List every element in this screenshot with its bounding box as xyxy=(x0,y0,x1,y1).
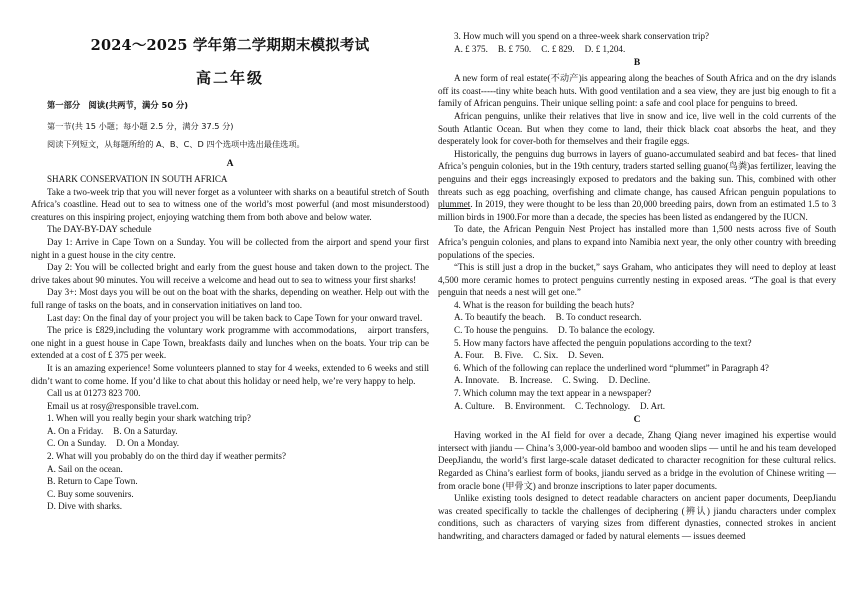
question-4-option-b[interactable]: B. To conduct research. xyxy=(555,312,642,323)
passage-c-paragraph-2: Unlike existing tools designed to detect readable characters on ancient paper documents, DeepJiandu was created specifically to tackle the challenges of deciphering (辨认) jiandu characters under complex conditions, such as characters of varying sizes from different dynasties, connected strokes in ancient handwriting, and characters damaged or faded by natural elements — issues deemed xyxy=(438,493,836,541)
question-1-option-a[interactable]: A. On a Friday. xyxy=(47,425,104,436)
question-5-option-d[interactable]: D. Seven. xyxy=(568,350,604,361)
question-1: 1. When will you really begin your shark watching trip? xyxy=(47,413,251,424)
question-4-option-d[interactable]: D. To balance the ecology. xyxy=(558,325,655,336)
schedule-day-2: Day 2: You will be collected bright and early from the guest house and taken down to the project. The drive takes about 90 minutes. You will receive a welcome and head out to sea to witness your first sharks! xyxy=(31,262,429,285)
question-5-option-a[interactable]: A. Four. xyxy=(454,350,485,361)
question-3: 3. How much will you spend on a three-week shark conservation trip? xyxy=(454,31,710,41)
experience-paragraph: It is an amazing experience! Some volunteers planned to stay for 4 weeks, extended to 6 weeks and still didn’t want to come home. If you’d like to chat about this holiday or need help, we’re very happy to help. xyxy=(31,362,429,386)
contact-phone: Call us at 01273 823 700. xyxy=(47,388,141,399)
schedule-day-3: Day 3+: Most days you will be out on the boat with the sharks, depending on weather. Help out with the full range of tasks on the boats, and in conservation initiatives on land too. xyxy=(31,287,429,310)
question-6: 6. Which of the following can replace the underlined word “plummet” in Paragraph 4? xyxy=(454,362,769,373)
passage-b-paragraph-3 xyxy=(438,148,836,224)
question-2-option-b[interactable]: B. Return to Cape Town. xyxy=(47,476,138,487)
paragraph-3-part-2: . In 2019, they were thought to be less than 20,000 breeding pairs, down from an estimated 1.5 to 3 million birds in 1900.For more than a decade, the species has been listed as endangered by the IUCN. xyxy=(438,199,836,222)
question-3-option-d[interactable]: D. £ 1,204. xyxy=(584,43,626,54)
passage-a-label: A xyxy=(226,159,234,169)
question-3-options xyxy=(438,43,836,56)
question-6-option-b[interactable]: B. Increase. xyxy=(509,375,553,386)
question-5-options xyxy=(438,349,836,362)
exam-title: 2024～2025 学年第二学期期末模拟考试 xyxy=(90,37,370,54)
question-4-option-a[interactable]: A. To beautify the beach. xyxy=(454,312,546,323)
paragraph-3-part-1: Historically, the penguins dug burrows in layers of guano-accumulated seabird and bat feces- that lined Africa’s penguin colonies, but in the 19th century, traders started selling guano(鸟粪)as fertilizer, leaving the penguins and their eggs increasingly exposed to predators and the baking sun. This, combined with other threats such as egg poaching, overfishing and climate change, has caused African penguin populations to xyxy=(438,148,836,197)
passage-b-paragraph-5: “This is still just a drop in the bucket,” says Graham, who anticipates they will need to deploy at least 4,500 more ceramic homes to protect penguins currently nesting in exposed areas. “The goal is that every penguin that needs a nest will get one.” xyxy=(438,262,836,298)
question-7-options xyxy=(438,400,836,413)
question-1-option-c[interactable]: C. On a Sunday. xyxy=(47,438,107,449)
passage-b-paragraph-1: A new form of real estate(不动产)is appearing along the beaches of South Africa and on the dry islands off its coast-----tiny white beach huts. With good ventilation and a sea view, they are just big enough to fit a family of African penguins. Their unique selling point: a safe and cool place for penguins to breed. xyxy=(438,73,836,109)
question-7-option-a[interactable]: A. Culture. xyxy=(454,400,495,411)
passage-a-intro: Take a two-week trip that you will never forget as a volunteer with sharks on a beautiful stretch of South Africa’s coastline. Head out to sea to witness one of the world’s most powerful (and most misunderstood) creatures on this inspiring project, enjoying watching them from both above and below water. xyxy=(31,186,429,222)
passage-b-paragraph-4: To date, the African Penguin Nest Project has installed more than 1,500 nests across five of South Africa’s penguin colonies, and plans to expand into Namibia next year, the only other country with breeding populations of the species. xyxy=(438,224,836,260)
left-flow xyxy=(31,99,429,513)
question-4-options-row-1 xyxy=(438,311,836,324)
question-5-option-c[interactable]: C. Six. xyxy=(533,350,559,361)
underlined-word-plummet: plummet xyxy=(438,199,471,210)
question-5: 5. How many factors have affected the penguin populations according to the text? xyxy=(454,337,752,348)
question-6-option-a[interactable]: A. Innovate. xyxy=(454,375,500,386)
passage-a-title: SHARK CONSERVATION IN SOUTH AFRICA xyxy=(47,174,228,184)
part-heading: 第一部分 阅读(共两节，满分 50 分) xyxy=(47,100,189,110)
question-7: 7. Which column may the text appear in a newspaper? xyxy=(454,388,652,399)
schedule-day-1: Day 1: Arrive in Cape Town on a Sunday. You will be collected from the airport and spend your first night in a guest house in the city centre. xyxy=(31,236,429,260)
schedule-title: The DAY-BY-DAY schedule xyxy=(47,224,152,235)
question-4-options-row-2 xyxy=(438,324,836,337)
question-3-option-a[interactable]: A. £ 375. xyxy=(454,43,488,54)
question-7-option-d[interactable]: D. Art. xyxy=(639,400,665,411)
question-6-option-d[interactable]: D. Decline. xyxy=(608,375,651,386)
passage-b-label: B xyxy=(633,58,641,69)
question-2: 2. What will you probably do on the third day if weather permits? xyxy=(47,451,286,462)
question-1-option-d[interactable]: D. On a Monday. xyxy=(116,438,180,449)
question-4-option-c[interactable]: C. To house the penguins. xyxy=(454,325,549,336)
right-flow xyxy=(438,30,836,543)
passage-c-label: C xyxy=(633,415,641,426)
question-6-options xyxy=(438,374,836,387)
question-1-options-row-1 xyxy=(31,425,429,438)
question-6-option-c[interactable]: C. Swing. xyxy=(562,375,599,386)
question-2-option-a[interactable]: A. Sail on the ocean. xyxy=(47,463,123,474)
question-2-option-d[interactable]: D. Dive with sharks. xyxy=(47,501,123,512)
question-3-option-c[interactable]: C. £ 829. xyxy=(541,43,575,54)
passage-b-paragraph-2: African penguins, unlike their relatives that live in snow and ice, live well in the cold currents of the South Atlantic Ocean. But when they come to land, their thick black coat absorbs the heat, and they desperately look for cover-both for themselves and their fragile eggs. xyxy=(438,110,836,147)
price-paragraph: The price is £829,including the voluntary work programme with accommodations, airport transfers, one night in a guest house in Cape Town, breakfasts daily and lunches when on the boats. Your trip can be extended at a cost of £ 375 per week. xyxy=(31,325,429,361)
question-1-options-row-2 xyxy=(31,437,429,450)
instructions: 阅读下列短文，从每题所给的 A、B、C、D 四个选项中选出最佳选项。 xyxy=(47,139,305,149)
left-column xyxy=(31,0,429,590)
question-5-option-b[interactable]: B. Five. xyxy=(494,350,524,361)
passage-c-paragraph-1: Having worked in the AI field for over a decade, Zhang Qiang never imagined his expertise would intersect with jiandu — China’s 3,000-year-old bamboo and wooden slips — until he and his team developed DeepJiandu, the world’s first large-scale dataset dedicated to character recognition for these cultural relics. Regarded as China’s earliest form of books, jiandu served as a bridge in the evolution of Chinese writing — from oracle bone (甲骨文) and bronze inscriptions to later paper documents. xyxy=(438,430,836,491)
question-1-option-b[interactable]: B. On a Saturday. xyxy=(113,425,178,436)
section-heading: 第一节(共 15 小题；每小题 2.5 分，满分 37.5 分) xyxy=(47,121,234,131)
contact-email: Email us at rosy@responsible travel.com. xyxy=(47,400,199,411)
right-column xyxy=(438,0,836,590)
schedule-last-day: Last day: On the final day of your project you will be taken back to Cape Town for your onward travel. xyxy=(47,312,423,323)
grade-title: 高二年级 xyxy=(195,69,264,87)
question-4: 4. What is the reason for building the beach huts? xyxy=(454,299,635,310)
question-3-option-b[interactable]: B. £ 750. xyxy=(497,43,532,54)
question-7-option-c[interactable]: C. Technology. xyxy=(575,400,630,411)
question-2-option-c[interactable]: C. Buy some souvenirs. xyxy=(47,488,134,499)
question-7-option-b[interactable]: B. Environment. xyxy=(504,400,566,411)
